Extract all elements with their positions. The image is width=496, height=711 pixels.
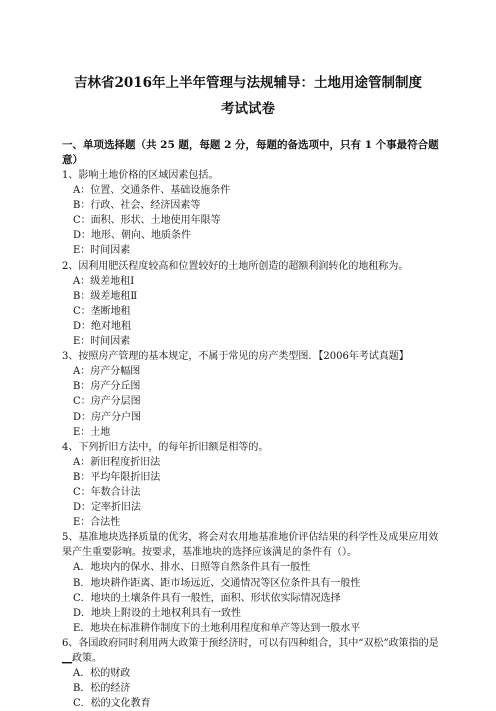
question-4-option-e: E：合法性 <box>73 517 121 529</box>
question-list <box>62 168 442 711</box>
question-5-stem: 5、基准地块选择质量的优劣，将会对农用地基准地价评估结果的科学性及成果应用效果产生重要影响。按要求，基准地块的选择应该满足的条件有（）。 <box>62 532 439 559</box>
question-2-option-d: D：绝对地租 <box>73 320 132 332</box>
question-1-option-c: C：面积、形状、土地使用年限等 <box>73 215 221 227</box>
question-1-option-d: D：地形、朝向、地质条件 <box>73 230 192 242</box>
question-1-option-e: E：时间因素 <box>73 245 131 257</box>
question-5-option-d: D．地块上附设的土地权利具有一致性 <box>73 607 242 619</box>
question-6-option-c: C．松的文化教育 <box>73 698 151 710</box>
question-3-stem: 3、按照房产管理的基本规定，不属于常见的房产类型图．【2006年考试真题】 <box>62 351 409 363</box>
question-2-stem: 2、因利用肥沃程度较高和位置较好的土地所创造的超额利润转化的地租称为。 <box>62 260 409 272</box>
question-6-stem-after: 政策。 <box>72 653 102 664</box>
document-title-line2: 考试试卷 <box>221 101 275 117</box>
question-3-option-d: D：房产分户图 <box>73 411 142 423</box>
question-5-option-b: B．地块耕作距离、距市场远近、交通情况等区位条件具有一般性 <box>73 577 361 589</box>
question-4-stem: 4、下列折旧方法中，的每年折旧额是相等的。 <box>62 441 269 453</box>
question-4-option-d: D：定率折旧法 <box>73 502 142 514</box>
question-3-option-b: B：房产分丘图 <box>73 381 141 393</box>
question-1-stem: 1、影响土地价格的区域因素包括。 <box>62 170 219 181</box>
question-2-option-a: A：级差地租Ⅰ <box>73 275 135 287</box>
question-2-option-b: B：级差地租Ⅱ <box>73 290 138 302</box>
question-3-option-c: C：房产分层图 <box>73 396 141 408</box>
question-3-option-a: A：房产分幅图 <box>73 366 141 378</box>
question-2-option-e: E：时间因素 <box>73 336 131 348</box>
question-5-option-a: A．地块内的保水、排水、日照等自然条件具有一般性 <box>73 562 311 574</box>
question-1-option-a: A：位置、交通条件、基础设施条件 <box>73 185 231 197</box>
question-6-option-b: B．松的经济 <box>73 683 131 695</box>
question-2-option-c: C：垄断地租 <box>73 305 131 317</box>
question-4-option-b: B：平均年限折旧法 <box>73 471 161 483</box>
question-6-stem-before: 6、各国政府同时利用两大政策于预经济时，可以有四种组合，其中“双松”政策指的是 <box>62 637 439 649</box>
question-5-option-c: C．地块的土壤条件具有一般性，面积、形状依实际情况选择 <box>73 592 341 604</box>
question-3-option-e: E：土地 <box>73 426 111 438</box>
question-6-blank: __ <box>62 653 72 664</box>
question-5-option-e: E．地块在标准耕作制度下的土地利用程度和单产等达到一般水平 <box>73 622 361 634</box>
question-6-option-a: A．松的财政 <box>73 668 131 680</box>
question-4-option-a: A：新旧程度折旧法 <box>73 456 161 468</box>
question-4-option-c: C：年数合计法 <box>73 486 141 498</box>
question-6-stem <box>62 636 442 666</box>
question-1-option-b: B：行政、社会、经济因素等 <box>73 200 201 212</box>
document-title-line1: 吉林省2016年上半年管理与法规辅导：土地用途管制制度 <box>73 75 423 91</box>
section-heading: 一、单项选择题（共 25 题，每题 2 分，每题的备选项中，只有 1 个事最符合题意） <box>62 139 439 166</box>
